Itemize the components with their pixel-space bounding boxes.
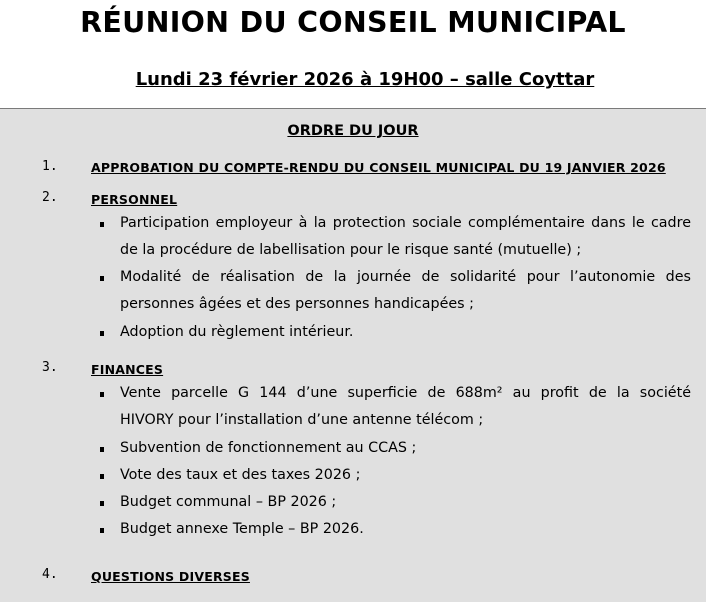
bullet-icon	[100, 447, 104, 452]
bullet-icon	[100, 501, 104, 506]
page-title: RÉUNION DU CONSEIL MUNICIPAL	[80, 6, 626, 39]
list-item-line: Adoption du règlement intérieur.	[120, 324, 354, 340]
list-item-line: personnes âgées et des personnes handicapées ;	[120, 296, 474, 312]
list-item-line: Participation employeur à la protection sociale complémentaire dans le cadre	[120, 215, 691, 231]
bullet-icon	[100, 331, 104, 336]
section-3-number: 3.	[42, 360, 58, 375]
section-4-number: 4.	[42, 567, 58, 582]
bullet-icon	[100, 474, 104, 479]
section-2-title: PERSONNEL	[91, 192, 178, 207]
list-item-line: Vote des taux et des taxes 2026 ;	[120, 467, 361, 483]
section-2-number: 2.	[42, 190, 58, 205]
bullet-icon	[100, 222, 104, 227]
section-3-title: FINANCES	[91, 362, 164, 377]
bullet-icon	[100, 392, 104, 397]
list-item-line: HIVORY pour l’installation d’une antenne télécom ;	[120, 412, 484, 428]
meeting-date-subtitle: Lundi 23 février 2026 à 19H00 – salle Coyttar	[135, 69, 595, 90]
section-4-title: QUESTIONS DIVERSES	[91, 569, 250, 584]
list-item-line: Subvention de fonctionnement au CCAS ;	[120, 440, 417, 456]
bullet-icon	[100, 276, 104, 281]
section-1-title: APPROBATION DU COMPTE-RENDU DU CONSEIL MUNICIPAL DU 19 JANVIER 2026	[91, 160, 666, 175]
agenda-heading: ORDRE DU JOUR	[287, 123, 419, 139]
list-item-line: Budget annexe Temple – BP 2026.	[120, 521, 364, 537]
list-item-line: Vente parcelle G 144 d’une superficie de 688m² au profit de la société	[120, 385, 691, 401]
list-item-line: Budget communal – BP 2026 ;	[120, 494, 337, 510]
list-item-line: Modalité de réalisation de la journée de solidarité pour l’autonomie des	[120, 269, 691, 285]
list-item-line: de la procédure de labellisation pour le risque santé (mutuelle) ;	[120, 242, 582, 258]
bullet-icon	[100, 528, 104, 533]
section-1-number: 1.	[42, 159, 58, 174]
